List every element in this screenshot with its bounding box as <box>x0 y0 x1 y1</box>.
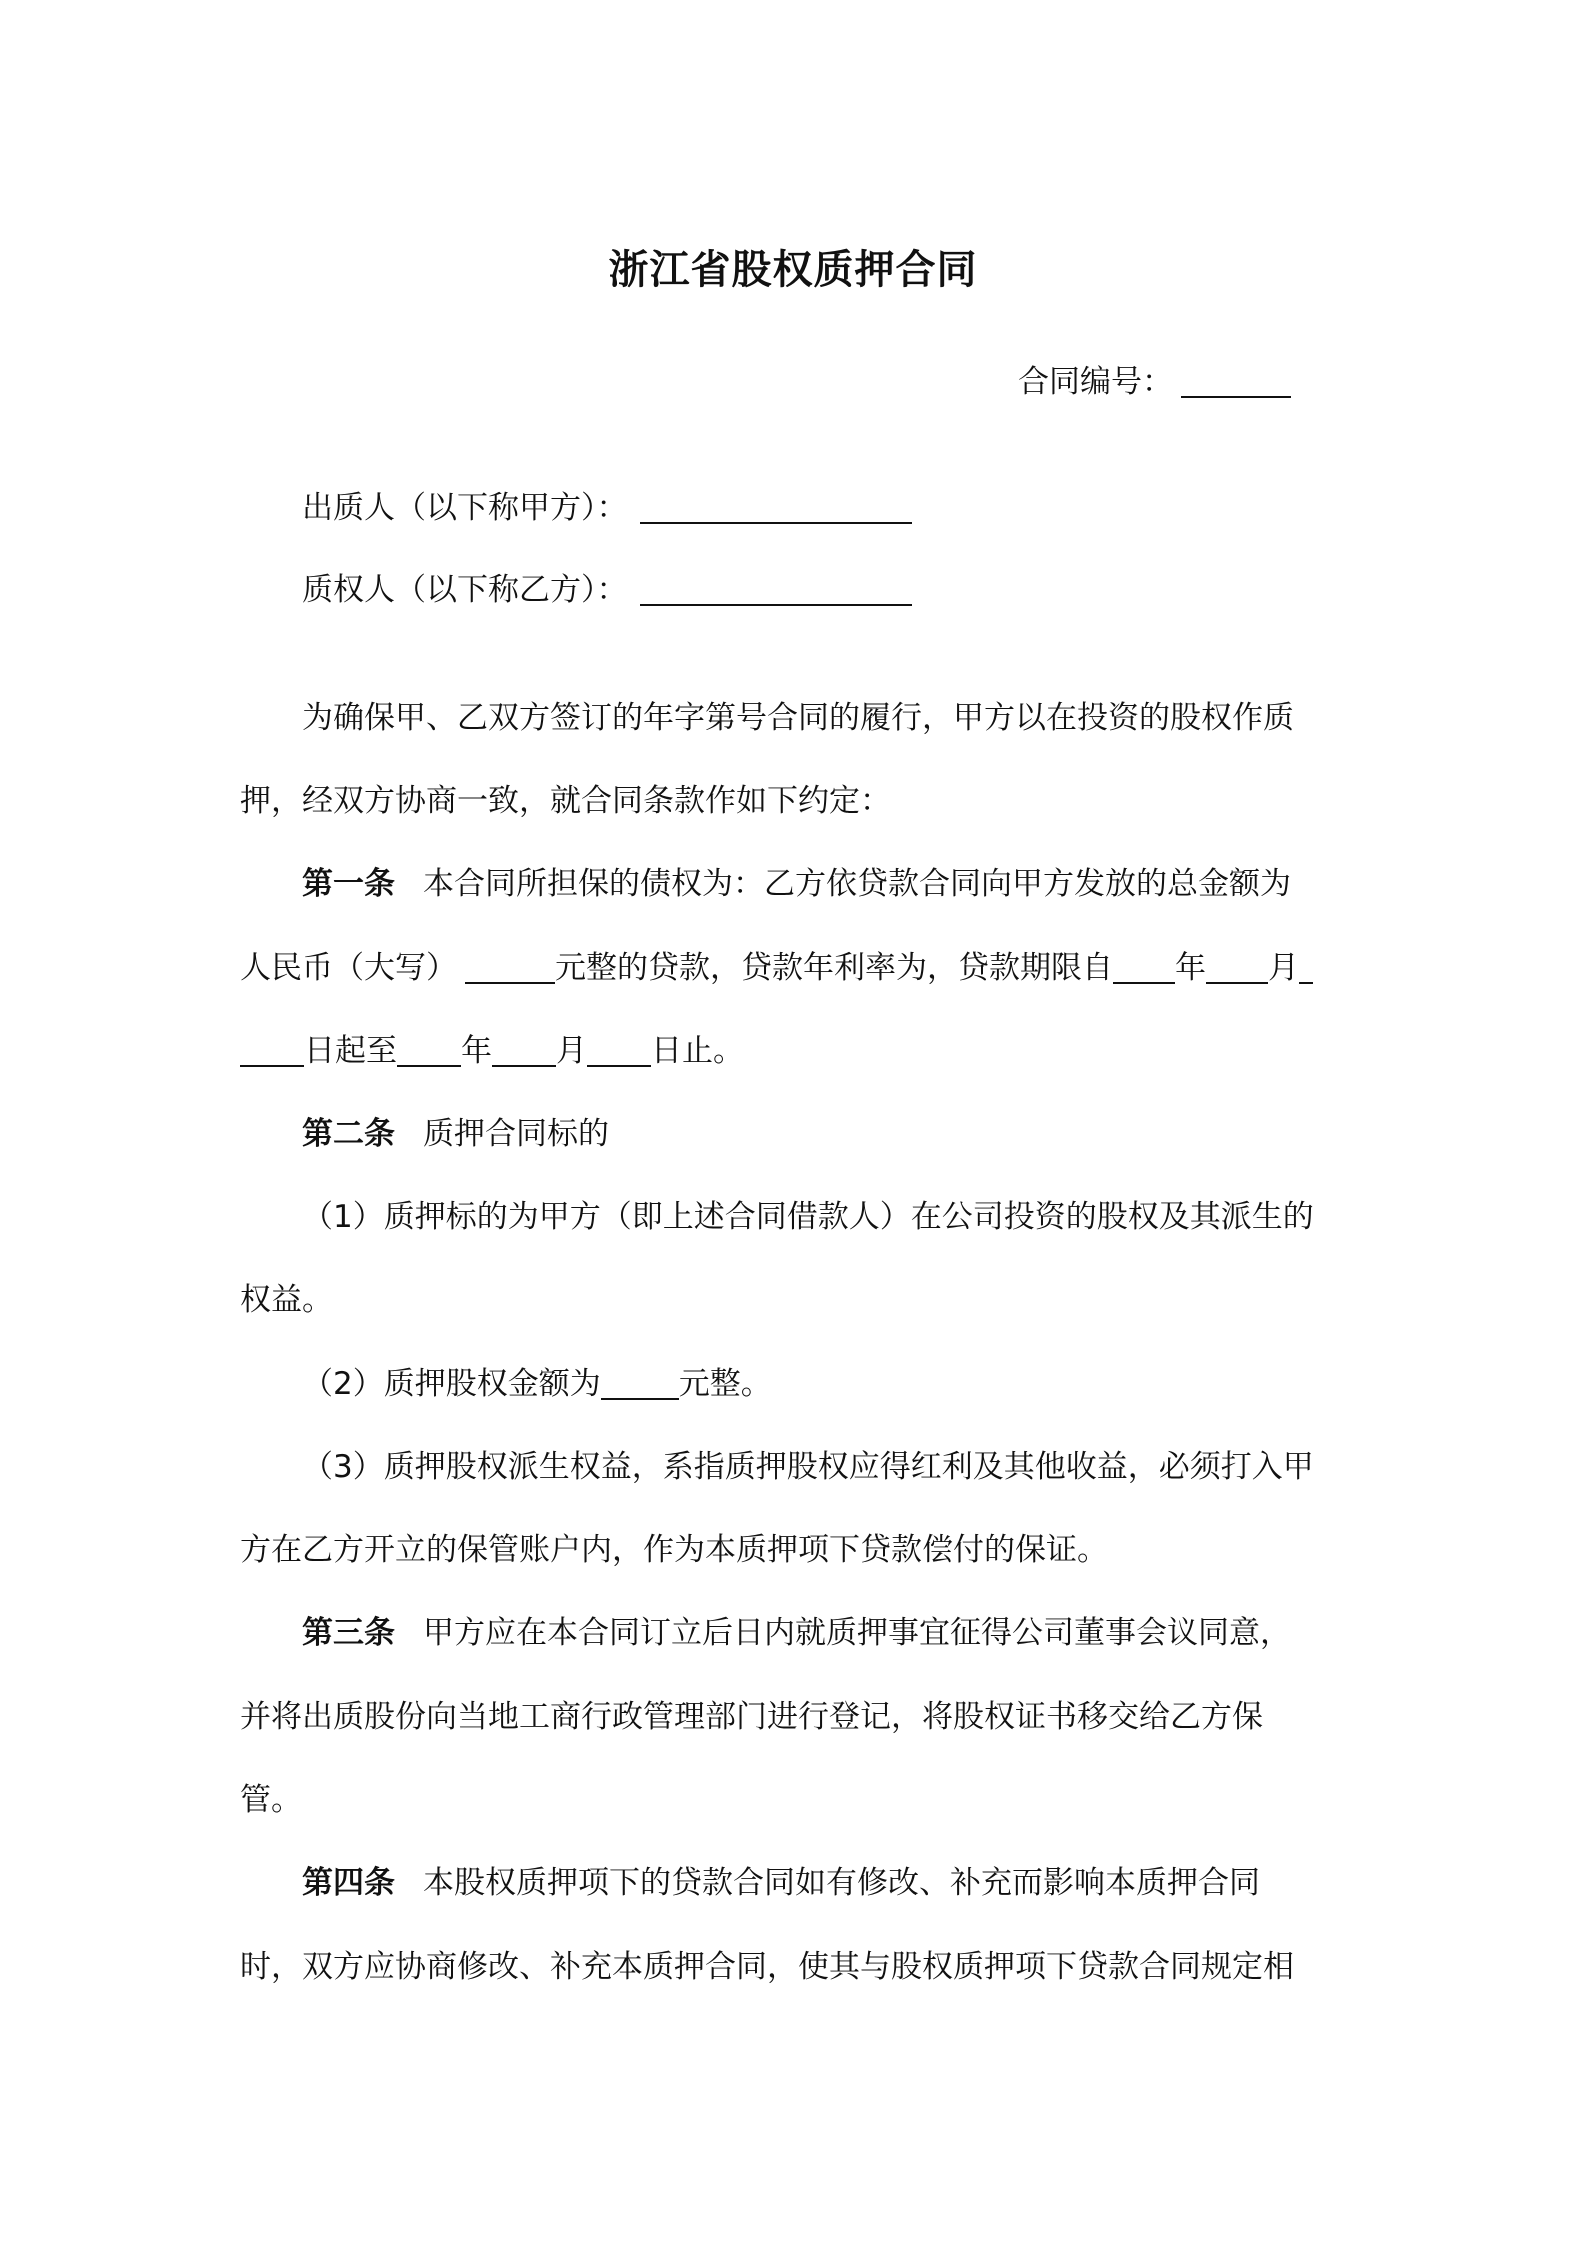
article-3-text-1: 甲方应在本合同订立后日内就质押事宜征得公司董事会议同意， <box>423 1615 1291 1651</box>
start-year-blank <box>1113 948 1175 984</box>
article-2-item-1-line-1: （1）质押标的为甲方（即上述合同借款人）在公司投资的股权及其派生的 <box>302 1199 1314 1235</box>
party-b-row <box>302 570 912 610</box>
party-a-blank <box>640 488 912 524</box>
start-month-blank <box>1206 948 1268 984</box>
item-2-unit: 元整。 <box>678 1366 772 1402</box>
pledge-amount-blank <box>601 1364 679 1400</box>
contract-number-label: 合同编号： <box>1018 364 1173 400</box>
article-2-title: 质押合同标的 <box>423 1116 609 1152</box>
article-1-text-1: 本合同所担保的债权为：乙方依贷款合同向甲方发放的总金额为 <box>423 866 1291 902</box>
end-day-label: 日止。 <box>651 1033 744 1069</box>
article-4-line-1 <box>302 1863 1260 1903</box>
start-day-label: 日起至 <box>304 1033 397 1069</box>
end-month-label: 月 <box>556 1033 587 1069</box>
article-3-line-2: 并将出质股份向当地工商行政管理部门进行登记，将股权证书移交给乙方保 <box>240 1699 1263 1735</box>
intro-line-2: 押，经双方协商一致，就合同条款作如下约定： <box>240 783 891 819</box>
start-month-label: 月 <box>1268 950 1299 986</box>
amount-blank <box>465 948 555 984</box>
article-2-item-2 <box>302 1364 772 1404</box>
article-4-heading: 第四条 <box>302 1865 395 1901</box>
document-title: 浙江省股权质押合同 <box>608 247 978 293</box>
party-a-row <box>302 488 912 528</box>
article-1-line-2 <box>240 948 1313 988</box>
contract-number-blank <box>1181 362 1291 398</box>
article-1-line-1 <box>302 864 1291 904</box>
party-b-label: 质权人（以下称乙方）： <box>302 572 628 608</box>
article-4-line-2: 时，双方应协商修改、补充本质押合同，使其与股权质押项下贷款合同规定相 <box>240 1949 1294 1985</box>
article-1-loan-text: 元整的贷款，贷款年利率为，贷款期限自 <box>555 950 1113 986</box>
end-year-blank <box>397 1031 461 1067</box>
article-3-heading: 第三条 <box>302 1615 395 1651</box>
article-2-line <box>302 1114 609 1154</box>
contract-number-row <box>1018 362 1291 402</box>
start-day-blank <box>240 1031 304 1067</box>
end-month-blank <box>492 1031 556 1067</box>
intro-line-1: 为确保甲、乙双方签订的年字第号合同的履行，甲方以在投资的股权作质 <box>302 700 1294 736</box>
article-3-line-3: 管。 <box>240 1782 302 1818</box>
end-year-label: 年 <box>461 1033 492 1069</box>
item-2-label: （2）质押股权金额为 <box>302 1366 601 1402</box>
party-a-label: 出质人（以下称甲方）： <box>302 490 628 526</box>
article-3-line-1 <box>302 1613 1291 1653</box>
article-2-item-3-line-1: （3）质押股权派生权益，系指质押股权应得红利及其他收益，必须打入甲 <box>302 1449 1314 1485</box>
article-1-rmb-label: 人民币（大写） <box>240 950 457 986</box>
start-day-blank-part <box>1299 948 1313 984</box>
start-year-label: 年 <box>1175 950 1206 986</box>
article-1-line-3 <box>240 1031 744 1071</box>
article-2-item-1-line-2: 权益。 <box>240 1282 333 1318</box>
article-1-heading: 第一条 <box>302 866 395 902</box>
end-day-blank <box>587 1031 651 1067</box>
article-2-item-3-line-2: 方在乙方开立的保管账户内，作为本质押项下贷款偿付的保证。 <box>240 1532 1108 1568</box>
party-b-blank <box>640 570 912 606</box>
article-4-text-1: 本股权质押项下的贷款合同如有修改、补充而影响本质押合同 <box>423 1865 1260 1901</box>
article-2-heading: 第二条 <box>302 1116 395 1152</box>
